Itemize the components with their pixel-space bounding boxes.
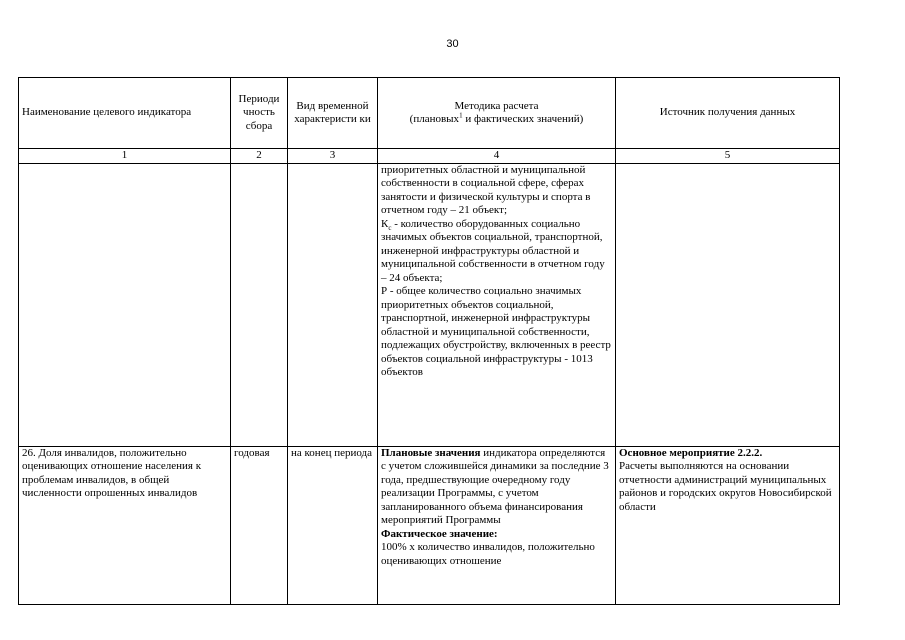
method-text-objects: приоритетных областной и муниципальной собственности в социальной сфере, сферах занятости и физической культуры и спорта в отчетном году – 21 объект; [381, 163, 591, 216]
header-method-planned: (плановых [409, 113, 460, 125]
k-variable [381, 218, 391, 230]
header-collection-period: Периоди чность сбора [231, 78, 288, 149]
table-header-row [19, 78, 840, 149]
indicator-table [18, 77, 840, 605]
plan-values-text: индикатора определяются с учетом сложившейся динамики за последние 3 года, предшествующие очередному году реализации Программы, с учетом запланированного объема финансирования мероприятий Программы [381, 446, 609, 526]
cell-empty [288, 163, 378, 446]
table-row-26 [19, 446, 840, 604]
header-method-actual: и фактических значений) [462, 113, 584, 125]
fact-value-label: Фактическое значение: [381, 527, 498, 540]
footnote-marker: 1 [459, 111, 463, 120]
cell-time-type: на конец периода [288, 446, 378, 604]
header-time-characteristic: Вид временной характеристи ки [288, 78, 378, 149]
k-letter: К [381, 217, 389, 230]
cell-empty [616, 163, 840, 446]
plan-values-label: Плановые значения [381, 446, 481, 459]
column-number: 4 [378, 149, 616, 164]
cell-method [378, 446, 616, 604]
header-method-title: Методика расчета [454, 99, 539, 112]
header-data-source: Источник получения данных [616, 78, 840, 149]
cell-indicator-name: 26. Доля инвалидов, положительно оценивающих отношение населения к проблемам инвалидов, в общей численности опрошенных инвалидов [19, 446, 231, 604]
header-method-subtitle [410, 113, 584, 125]
source-activity-label: Основное мероприятие 2.2.2. [619, 446, 763, 459]
table-row-continuation [19, 163, 840, 446]
fact-value-text: 100% х количество инвалидов, положительно оценивающих отношение [381, 541, 595, 567]
header-calculation-method [378, 78, 616, 149]
page-number: 30 [446, 38, 459, 50]
cell-period: годовая [231, 446, 288, 604]
header-indicator-name: Наименование целевого индикатора [19, 78, 231, 149]
cell-source [616, 446, 840, 604]
cell-empty [231, 163, 288, 446]
source-text: Расчеты выполняются на основании отчетности администраций муниципальных районов и городских округов Новосибирской области [619, 460, 832, 513]
method-text-total: Р - общее количество социально значимых приоритетных объектов социальной, транспортной, инженерной инфраструктуры областной и муниципальной собственности, подлежащих обустройству, включенных в реестр объектов социальной инфраструктуры - 1013 объектов [381, 285, 611, 378]
column-number: 1 [19, 149, 231, 164]
method-text-equipped: - количество оборудованных социально значимых объектов социальной, транспортной, инженерной инфраструктуры областной и муниципальной собственности в отчетном году – 24 объекта; [381, 217, 605, 284]
column-number-row [19, 149, 840, 164]
cell-empty [19, 163, 231, 446]
column-number: 5 [616, 149, 840, 164]
cell-method-continuation [378, 163, 616, 446]
k-subscript: с [388, 223, 392, 232]
column-number: 2 [231, 149, 288, 164]
column-number: 3 [288, 149, 378, 164]
